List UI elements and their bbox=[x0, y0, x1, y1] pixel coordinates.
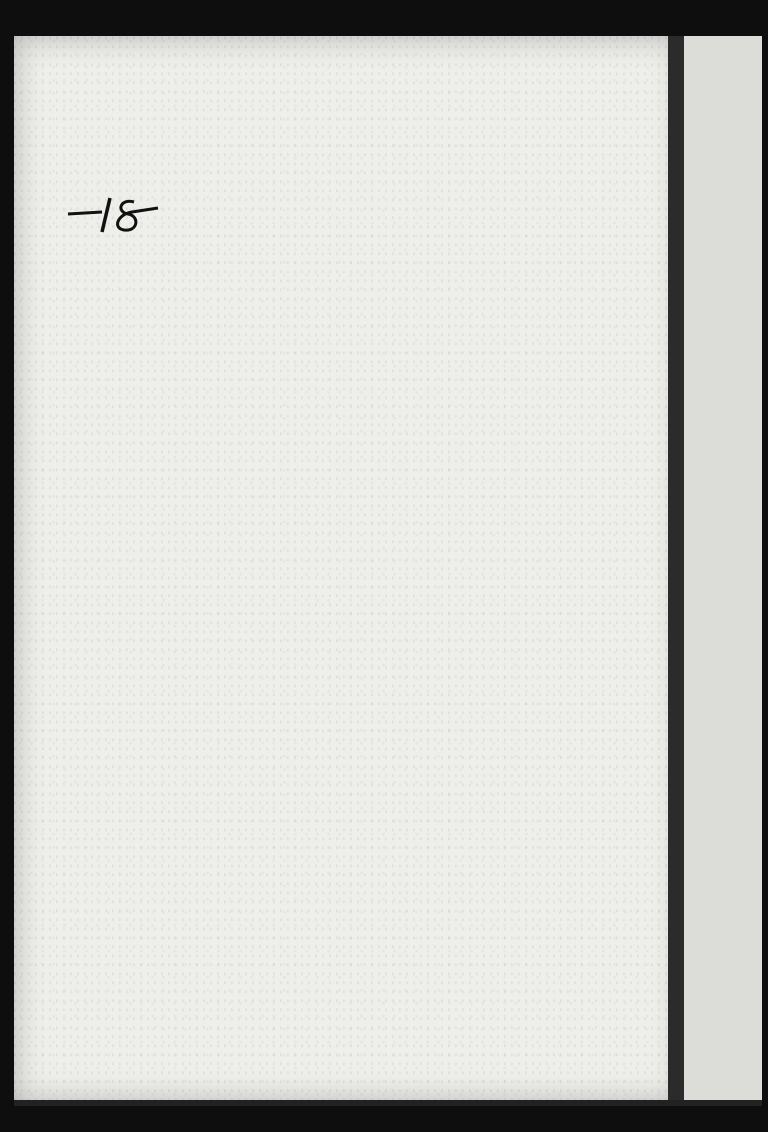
page-bottom-edge bbox=[14, 1100, 762, 1106]
book-gutter bbox=[668, 36, 684, 1102]
facing-page-edge bbox=[684, 36, 762, 1102]
handwritten-page-number bbox=[66, 192, 166, 242]
handwritten-number-drawing bbox=[66, 192, 166, 242]
